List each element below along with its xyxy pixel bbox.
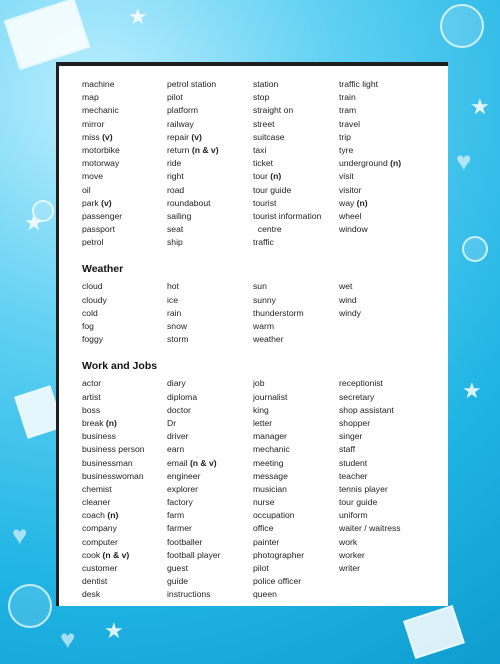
vocabulary-content xyxy=(82,78,442,602)
work-jobs-heading: Work and Jobs xyxy=(82,360,158,373)
word-column xyxy=(82,78,167,249)
vocabulary-word: chemist xyxy=(82,483,112,494)
vocabulary-word: hot xyxy=(167,281,179,292)
vocabulary-word: shop assistant xyxy=(339,404,394,415)
vocabulary-word: ride xyxy=(167,158,182,169)
bubble-icon xyxy=(462,236,488,262)
vocabulary-word: manager xyxy=(253,431,287,442)
vocabulary-word: repair (v) xyxy=(167,131,202,142)
vocabulary-word: cloudy xyxy=(82,294,107,305)
vocabulary-word: work xyxy=(339,536,358,547)
vocabulary-word: petrol station xyxy=(167,79,217,89)
heart-icon: ♥ xyxy=(456,146,472,176)
vocabulary-word: ice xyxy=(167,294,178,305)
vocabulary-word: travel xyxy=(339,118,361,129)
vocabulary-word: right xyxy=(167,171,184,182)
vocabulary-word: tourist xyxy=(253,197,277,208)
vocabulary-word: farm xyxy=(167,510,185,521)
vocabulary-word: secretary xyxy=(339,391,375,402)
vocabulary-word: doctor xyxy=(167,404,191,415)
vocabulary-word: petrol xyxy=(82,237,104,248)
vocabulary-word: journalist xyxy=(253,391,288,402)
vocabulary-word: email (n & v) xyxy=(167,457,217,468)
vocabulary-word: mechanic xyxy=(82,105,119,116)
word-column xyxy=(167,280,253,346)
vocabulary-word: motorway xyxy=(82,158,120,169)
star-icon: ★ xyxy=(470,94,490,119)
work-jobs-word-list xyxy=(82,377,442,601)
vocabulary-word: teacher xyxy=(339,470,368,481)
vocabulary-word: computer xyxy=(82,536,118,547)
vocabulary-word: waiter / waitress xyxy=(339,523,401,534)
vocabulary-word: business xyxy=(82,431,116,442)
heart-icon: ♥ xyxy=(60,624,76,654)
word-column xyxy=(253,280,339,346)
vocabulary-word: writer xyxy=(339,563,361,573)
vocabulary-word: storm xyxy=(167,334,189,345)
vocabulary-word: oil xyxy=(82,184,91,195)
vocabulary-word: football player xyxy=(167,549,221,560)
vocabulary-word: passenger xyxy=(82,210,123,221)
vocabulary-word: way (n) xyxy=(339,197,368,208)
vocabulary-word: dentist xyxy=(82,576,108,587)
vocabulary-word: explorer xyxy=(167,483,199,494)
vocabulary-word: receptionist xyxy=(339,378,383,389)
vocabulary-word: foggy xyxy=(82,334,104,345)
vocabulary-word: window xyxy=(339,224,368,235)
vocabulary-word: cloud xyxy=(82,281,103,292)
bubble-icon xyxy=(8,584,52,628)
vocabulary-word: uniform xyxy=(339,510,368,521)
vocabulary-word: pilot xyxy=(167,92,183,103)
vocabulary-word: earn xyxy=(167,444,185,455)
word-column xyxy=(339,280,429,346)
vocabulary-word: cleaner xyxy=(82,497,111,508)
vocabulary-word: singer xyxy=(339,431,363,442)
vocabulary-word: train xyxy=(339,92,356,103)
vocabulary-word: street xyxy=(253,118,275,129)
vocabulary-word: cold xyxy=(82,307,98,318)
vocabulary-word: musician xyxy=(253,483,287,494)
vocabulary-word: Dr xyxy=(167,417,177,428)
vocabulary-word: centre xyxy=(253,224,282,235)
word-column xyxy=(339,377,429,601)
envelope-icon xyxy=(403,605,465,659)
vocabulary-word: message xyxy=(253,470,288,481)
vocabulary-word: road xyxy=(167,184,185,195)
vocabulary-word: driver xyxy=(167,431,189,442)
vocabulary-word: guest xyxy=(167,563,189,573)
vocabulary-word: stop xyxy=(253,92,270,103)
vocabulary-word: painter xyxy=(253,536,280,547)
heart-icon: ♥ xyxy=(12,520,28,550)
star-icon: ★ xyxy=(24,210,44,235)
vocabulary-word: footballer xyxy=(167,536,203,547)
vocabulary-word: tour (n) xyxy=(253,171,282,182)
vocabulary-word: machine xyxy=(82,79,115,89)
vocabulary-word: desk xyxy=(82,589,101,600)
word-column xyxy=(167,377,253,601)
vocabulary-word: instructions xyxy=(167,589,211,600)
vocabulary-word: company xyxy=(82,523,117,534)
vocabulary-word: photographer xyxy=(253,549,305,560)
vocabulary-word: weather xyxy=(253,334,284,345)
vocabulary-word: job xyxy=(253,378,265,389)
vocabulary-word: traffic light xyxy=(339,79,379,89)
vocabulary-word: warm xyxy=(253,321,275,331)
vocabulary-word: diary xyxy=(167,378,186,389)
vocabulary-word: artist xyxy=(82,391,101,402)
vocabulary-word: tourist information xyxy=(253,210,322,221)
vocabulary-word: motorbike xyxy=(82,144,120,155)
vocabulary-word: mirror xyxy=(82,118,105,129)
vocabulary-word: mechanic xyxy=(253,444,290,455)
vocabulary-word: occupation xyxy=(253,510,295,521)
vocabulary-word: rain xyxy=(167,307,182,318)
word-column xyxy=(339,78,429,249)
vocabulary-word: queen xyxy=(253,589,277,600)
vocabulary-page xyxy=(56,62,448,606)
vocabulary-word: underground (n) xyxy=(339,158,402,169)
vocabulary-word: factory xyxy=(167,497,193,508)
vocabulary-word: engineer xyxy=(167,470,201,481)
vocabulary-word: tram xyxy=(339,105,357,116)
vocabulary-word: break (n) xyxy=(82,417,117,428)
vocabulary-word: ticket xyxy=(253,158,274,169)
vocabulary-word: platform xyxy=(167,105,199,116)
vocabulary-word: roundabout xyxy=(167,197,211,208)
word-column xyxy=(253,377,339,601)
vocabulary-word: cook (n & v) xyxy=(82,549,130,560)
word-column xyxy=(253,78,339,249)
vocabulary-word: snow xyxy=(167,321,188,331)
vocabulary-word: shopper xyxy=(339,417,371,428)
vocabulary-word: tyre xyxy=(339,144,354,155)
word-column xyxy=(82,280,167,346)
vocabulary-word: tennis player xyxy=(339,483,388,494)
vocabulary-word: miss (v) xyxy=(82,131,113,142)
vocabulary-word: park (v) xyxy=(82,197,112,208)
vocabulary-word: pilot xyxy=(253,563,269,573)
star-icon: ★ xyxy=(104,618,124,643)
vocabulary-word: farmer xyxy=(167,523,192,534)
vocabulary-word: traffic xyxy=(253,237,274,248)
word-column xyxy=(82,377,167,601)
vocabulary-word: tour guide xyxy=(339,497,378,508)
vocabulary-word: student xyxy=(339,457,368,468)
vocabulary-word: letter xyxy=(253,417,273,428)
vocabulary-word: businessman xyxy=(82,457,133,468)
transport-word-list xyxy=(82,78,442,249)
vocabulary-word: customer xyxy=(82,563,118,573)
vocabulary-word: police officer xyxy=(253,576,302,587)
vocabulary-word: map xyxy=(82,92,99,103)
vocabulary-word: sailing xyxy=(167,210,192,221)
weather-heading: Weather xyxy=(82,263,124,276)
vocabulary-word: king xyxy=(253,404,269,415)
vocabulary-word: fog xyxy=(82,321,94,331)
vocabulary-word: sun xyxy=(253,281,267,292)
vocabulary-word: meeting xyxy=(253,457,284,468)
vocabulary-word: wind xyxy=(339,294,357,305)
vocabulary-word: taxi xyxy=(253,144,267,155)
vocabulary-word: diploma xyxy=(167,391,198,402)
vocabulary-word: ship xyxy=(167,237,183,248)
vocabulary-word: wheel xyxy=(339,210,362,221)
vocabulary-word: railway xyxy=(167,118,194,129)
vocabulary-word: passport xyxy=(82,224,115,235)
vocabulary-word: guide xyxy=(167,576,189,587)
envelope-icon xyxy=(4,0,90,70)
vocabulary-word: windy xyxy=(339,307,361,318)
vocabulary-word: wet xyxy=(339,281,353,292)
vocabulary-word: return (n & v) xyxy=(167,144,219,155)
bubble-icon xyxy=(440,4,484,48)
vocabulary-word: trip xyxy=(339,131,351,142)
vocabulary-word: visitor xyxy=(339,184,362,195)
vocabulary-word: suitcase xyxy=(253,131,285,142)
word-column xyxy=(167,78,253,249)
vocabulary-word: coach (n) xyxy=(82,510,119,521)
vocabulary-word: worker xyxy=(339,549,365,560)
weather-word-list xyxy=(82,280,442,346)
vocabulary-word: staff xyxy=(339,444,356,455)
vocabulary-word: actor xyxy=(82,378,102,389)
vocabulary-word: sunny xyxy=(253,294,276,305)
vocabulary-word: nurse xyxy=(253,497,275,508)
vocabulary-word: office xyxy=(253,523,274,534)
vocabulary-word: move xyxy=(82,171,104,182)
vocabulary-word: business person xyxy=(82,444,145,455)
star-icon: ★ xyxy=(128,4,148,29)
bubble-icon xyxy=(32,200,54,222)
vocabulary-word: tour guide xyxy=(253,184,292,195)
vocabulary-word: thunderstorm xyxy=(253,307,304,318)
vocabulary-word: visit xyxy=(339,171,354,182)
star-icon: ★ xyxy=(462,378,482,403)
vocabulary-word: station xyxy=(253,79,279,89)
vocabulary-word: boss xyxy=(82,404,101,415)
vocabulary-word: straight on xyxy=(253,105,294,116)
vocabulary-word: seat xyxy=(167,224,184,235)
vocabulary-word: businesswoman xyxy=(82,470,144,481)
